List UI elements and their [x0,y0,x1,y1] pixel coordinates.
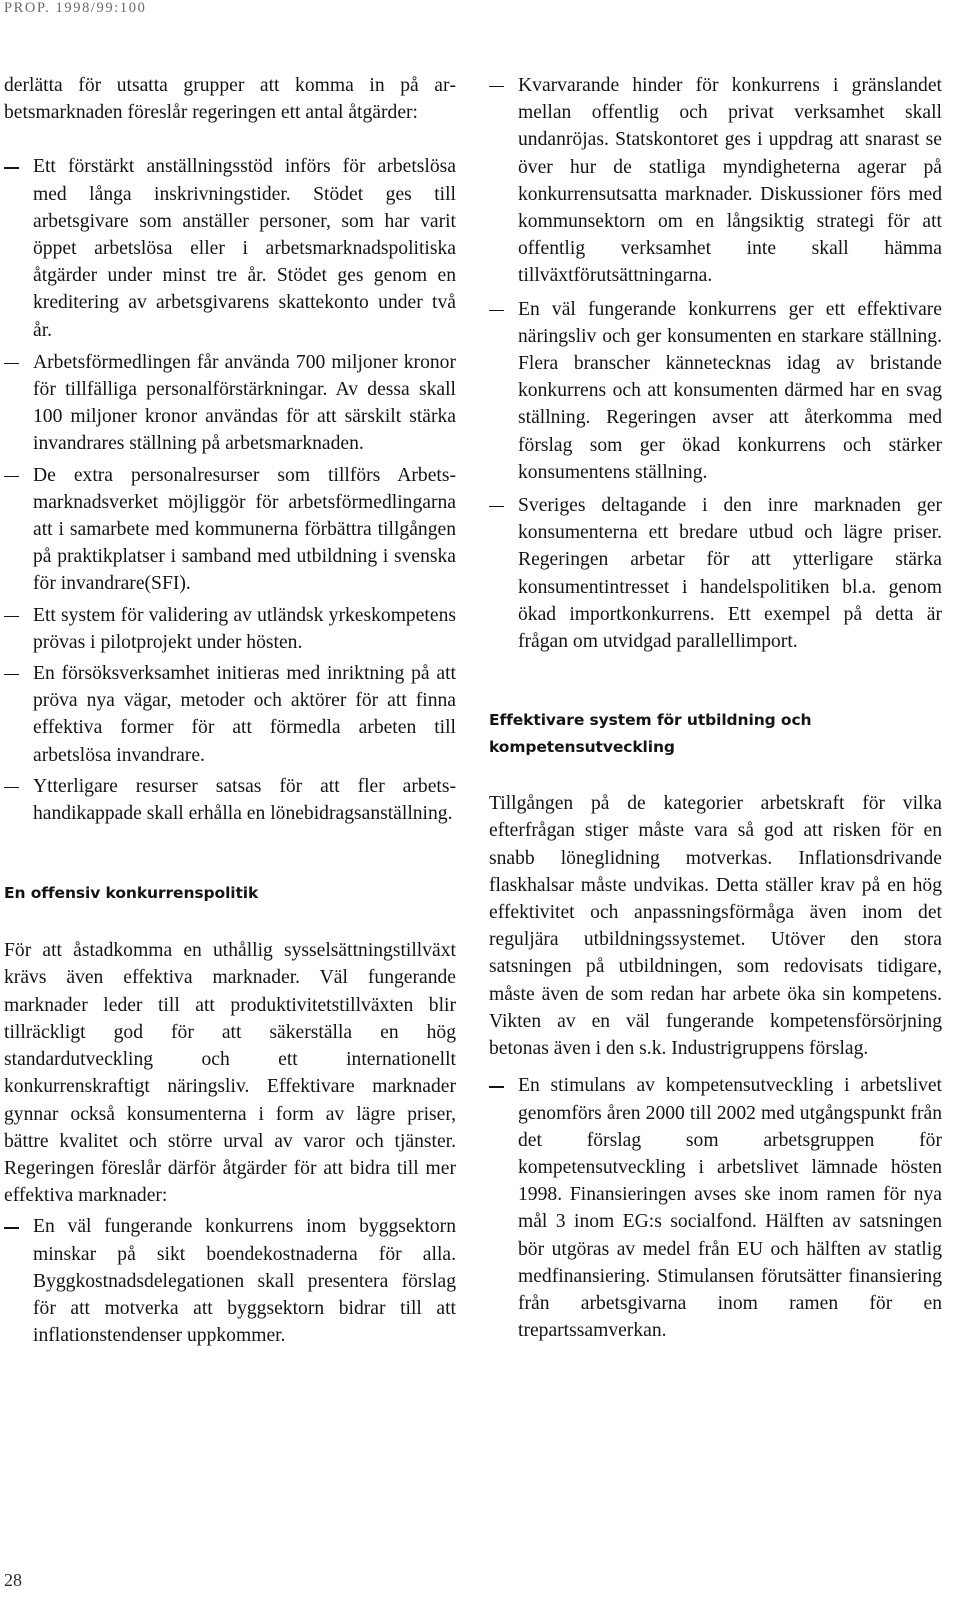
measures-list [489,72,942,655]
list-item-text: Arbetsförmedlingen får använda 700 miljoner kronor för tillfälliga personalförstärkningar. Av dessa skall 100 miljoner kronor användas för att särskilt stärka invandrares ställning på arbetsmarknaden. [33,351,456,455]
list-item [489,296,942,486]
list-item [4,153,456,343]
list-item [4,773,456,827]
body-paragraph: För att åstadkomma en uthållig sysselsättningstillväxt krävs även effektiva marknader. Väl fungerande marknader leder till att produktivitetstillväxten blir tillräckligt god för att säkerställa en hög standardutveckling och ett internationellt konkurrenskraftigt näringsliv. Effektivare marknader gynnar också konsumenterna i form av lägre priser, bättre kvalitet och större urval av varor och tjänster. Regeringen föreslår därför åtgärder för att bidra till mer effektiva marknader: [4,940,456,1207]
list-item-text: Ett förstärkt anställningsstöd införs för arbetslösa med långa inskrivningstider. Stödet ges till arbetsgivare som anställer personer, som har varit öppet arbetslösa eller i arbetsmarknadspolitiska åtgärder under minst tre år. Stödet ges genom en kreditering av arbetsgivarens skattekonto under två år. [33,156,456,341]
list-item-text: En väl fungerande konkurrens ger ett effektivare näringsliv och ger konsumenten en starkare ställning. Flera branscher kännetecknas idag av bristande konkurrens och att konsumenten därmed har en svag ställning. Regeringen avser att återkomma med förslag som ger ökad konkurrens och stärker konsumentens ställning. [518,298,942,483]
body-paragraph: Tillgången på de kategorier arbetskraft för vilka efterfrågan stiger måste vara så god att risken för en snabb löneglidning motverkas. Inflationsdrivande flaskhalsar måste undvikas. Detta ställer krav på en hög effektivitet och anpassningsförmåga även inom det reguljära utbildningssystemet. Utöver den stora satsningen på utbildningen, som redovisats tidigare, måste även de som redan har arbete öka sin kompetens. Vikten av en väl fungerande kompetensförsörjning betonas även i den s.k. Industrigruppens förslag. [489,793,942,1060]
measures-list [4,153,456,827]
list-item-text: Sveriges deltagande i den inre marknaden ger konsumenterna ett bredare utbud och lägre priser. Regeringen arbetar för att ytterligare stärka konsumentintresset i handelspolitiken bl.a. genom ökad importkonkurrens. Ett exempel på detta är frågan om utvidgad parallellimport. [518,495,942,653]
right-column [489,72,942,1344]
list-item-text: En försöksverksamhet initieras med inriktning på att pröva nya vägar, metoder och aktörer för att finna effektiva former för att förmedla arbeten till arbetslösa invandrare. [33,663,456,766]
measures-list [4,1213,456,1349]
list-item-text: De extra personalresurser som tillförs Arbetsmarknadsverket möjliggör för arbetsförmedlingarna att i samarbete med kommunerna förbättra tillgången på praktikplatser i samband med utbildning i svenska för invandrare(SFI). [33,464,456,595]
list-item-text: Ytterligare resurser satsas för att fler arbetshandikappade skall erhålla en lönebidragsanställning. [33,775,456,825]
page-number: 28 [4,1570,22,1590]
list-item [489,1072,942,1344]
list-item [4,462,456,598]
running-head: PROP. 1998/99:100 [4,0,147,16]
list-item-text: Ett system för validering av utländsk yrkeskompetens prövas i pilotprojekt under hösten. [33,604,456,653]
list-item [4,602,456,656]
section-heading: En offensiv konkurrenspolitik [4,884,259,903]
section-heading: Effektivare system för utbildning och kompetensutveckling [489,711,812,757]
intro-paragraph: derlätta för utsatta grupper att komma in på arbetsmarknaden föreslår regeringen ett antal åtgärder: [4,75,456,124]
left-column [4,72,456,1349]
list-item [4,349,456,458]
list-item [489,72,942,290]
list-item [4,660,456,769]
list-item-text: Kvarvarande hinder för konkurrens i gränslandet mellan offentlig och privat verksamhet skall undanröjas. Statskontoret ges i uppdrag att snarast se över hur de statliga myndigheterna agerar på konkurrensutsatta marknader. Diskussioner förs med kommunsektorn om en långsiktig strategi för att offentlig verksamhet inte skall hämma tillväxtförutsättningarna. [518,75,942,287]
list-item [4,1213,456,1349]
list-item-text: En väl fungerande konkurrens inom byggsektorn minskar på sikt boendekostnaderna för alla. Byggkostnadsdelegationen skall presentera förslag för att motverka att byggsektorn bidrar till att inflationstendenser uppkommer. [33,1216,456,1347]
measures-list [489,1072,942,1344]
list-item [489,492,942,655]
list-item-text: En stimulans av kompetensutveckling i arbetslivet genomförs åren 2000 till 2002 med utgångspunkt från det förslag som arbetsgruppen för kompetensutveckling i arbetslivet lämnade hösten 1998. Finansieringen avses ske inom ramen för nya mål 3 inom EG:s socialfond. Hälften av satsningen bör utgöras av medel från EU och hälften av statlig medfinansiering. Stimulansen förutsätter finansiering från arbetsgivarna inom ramen för en trepartssamverkan. [518,1075,942,1342]
